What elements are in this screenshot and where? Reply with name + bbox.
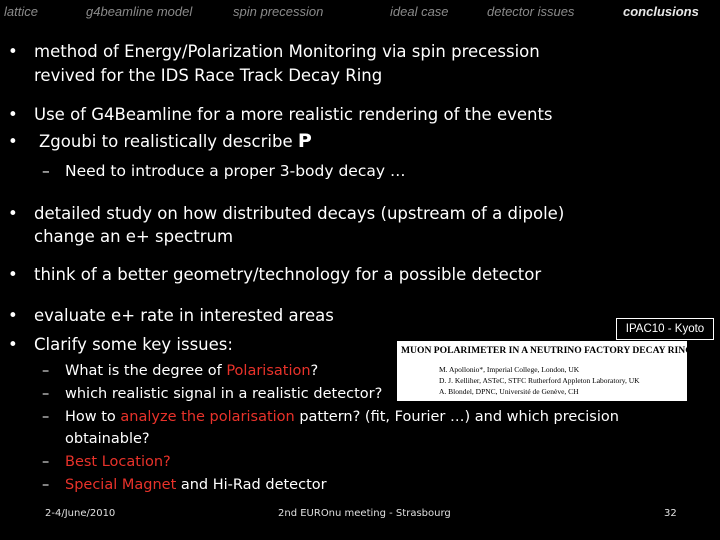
bullet-dot-icon: • xyxy=(8,265,18,284)
footer-date: 2-4/June/2010 xyxy=(45,508,116,519)
bullet-dot-icon: • xyxy=(8,42,18,61)
nav-item-detector-issues[interactable]: detector issues xyxy=(487,4,575,19)
dash-icon: – xyxy=(42,386,50,402)
nav-item-lattice[interactable]: lattice xyxy=(4,4,38,19)
nav-item-conclusions[interactable]: conclusions xyxy=(623,4,699,19)
bullet-dot-icon: • xyxy=(8,132,18,151)
footer-meeting: 2nd EUROnu meeting - Strasbourg xyxy=(278,508,451,519)
paper-author-2: D. J. Kelliher, ASTeC, STFC Rutherford Appleton Laboratory, UK xyxy=(439,376,640,385)
section-nav xyxy=(0,0,720,26)
paper-title: MUON POLARIMETER IN A NEUTRINO FACTORY DECAY RING xyxy=(401,345,693,356)
ipac-label-box: IPAC10 - Kyoto xyxy=(616,318,714,340)
bullet-dot-icon: • xyxy=(8,306,18,325)
nav-item-ideal-case[interactable]: ideal case xyxy=(390,4,449,19)
dash-icon: – xyxy=(42,363,50,379)
dash-icon: – xyxy=(42,454,50,470)
paper-author-3: A. Blondel, DPNC, Université de Genève, CH xyxy=(439,387,579,396)
bullet-dot-icon: • xyxy=(8,105,18,124)
polarisation-symbol: P xyxy=(297,130,312,152)
dash-icon: – xyxy=(42,477,50,493)
nav-item-spin-precession[interactable]: spin precession xyxy=(233,4,324,19)
slide-number: 32 xyxy=(664,508,677,519)
paper-author-1: M. Apollonio*, Imperial College, London, UK xyxy=(439,365,580,374)
paper-title-excerpt xyxy=(397,341,693,401)
bullet-dot-icon: • xyxy=(8,335,18,354)
dash-icon: – xyxy=(42,162,50,180)
nav-item-g4beamline-model[interactable]: g4beamline model xyxy=(86,4,193,19)
dash-icon: – xyxy=(42,409,50,425)
bullet-dot-icon: • xyxy=(8,204,18,223)
